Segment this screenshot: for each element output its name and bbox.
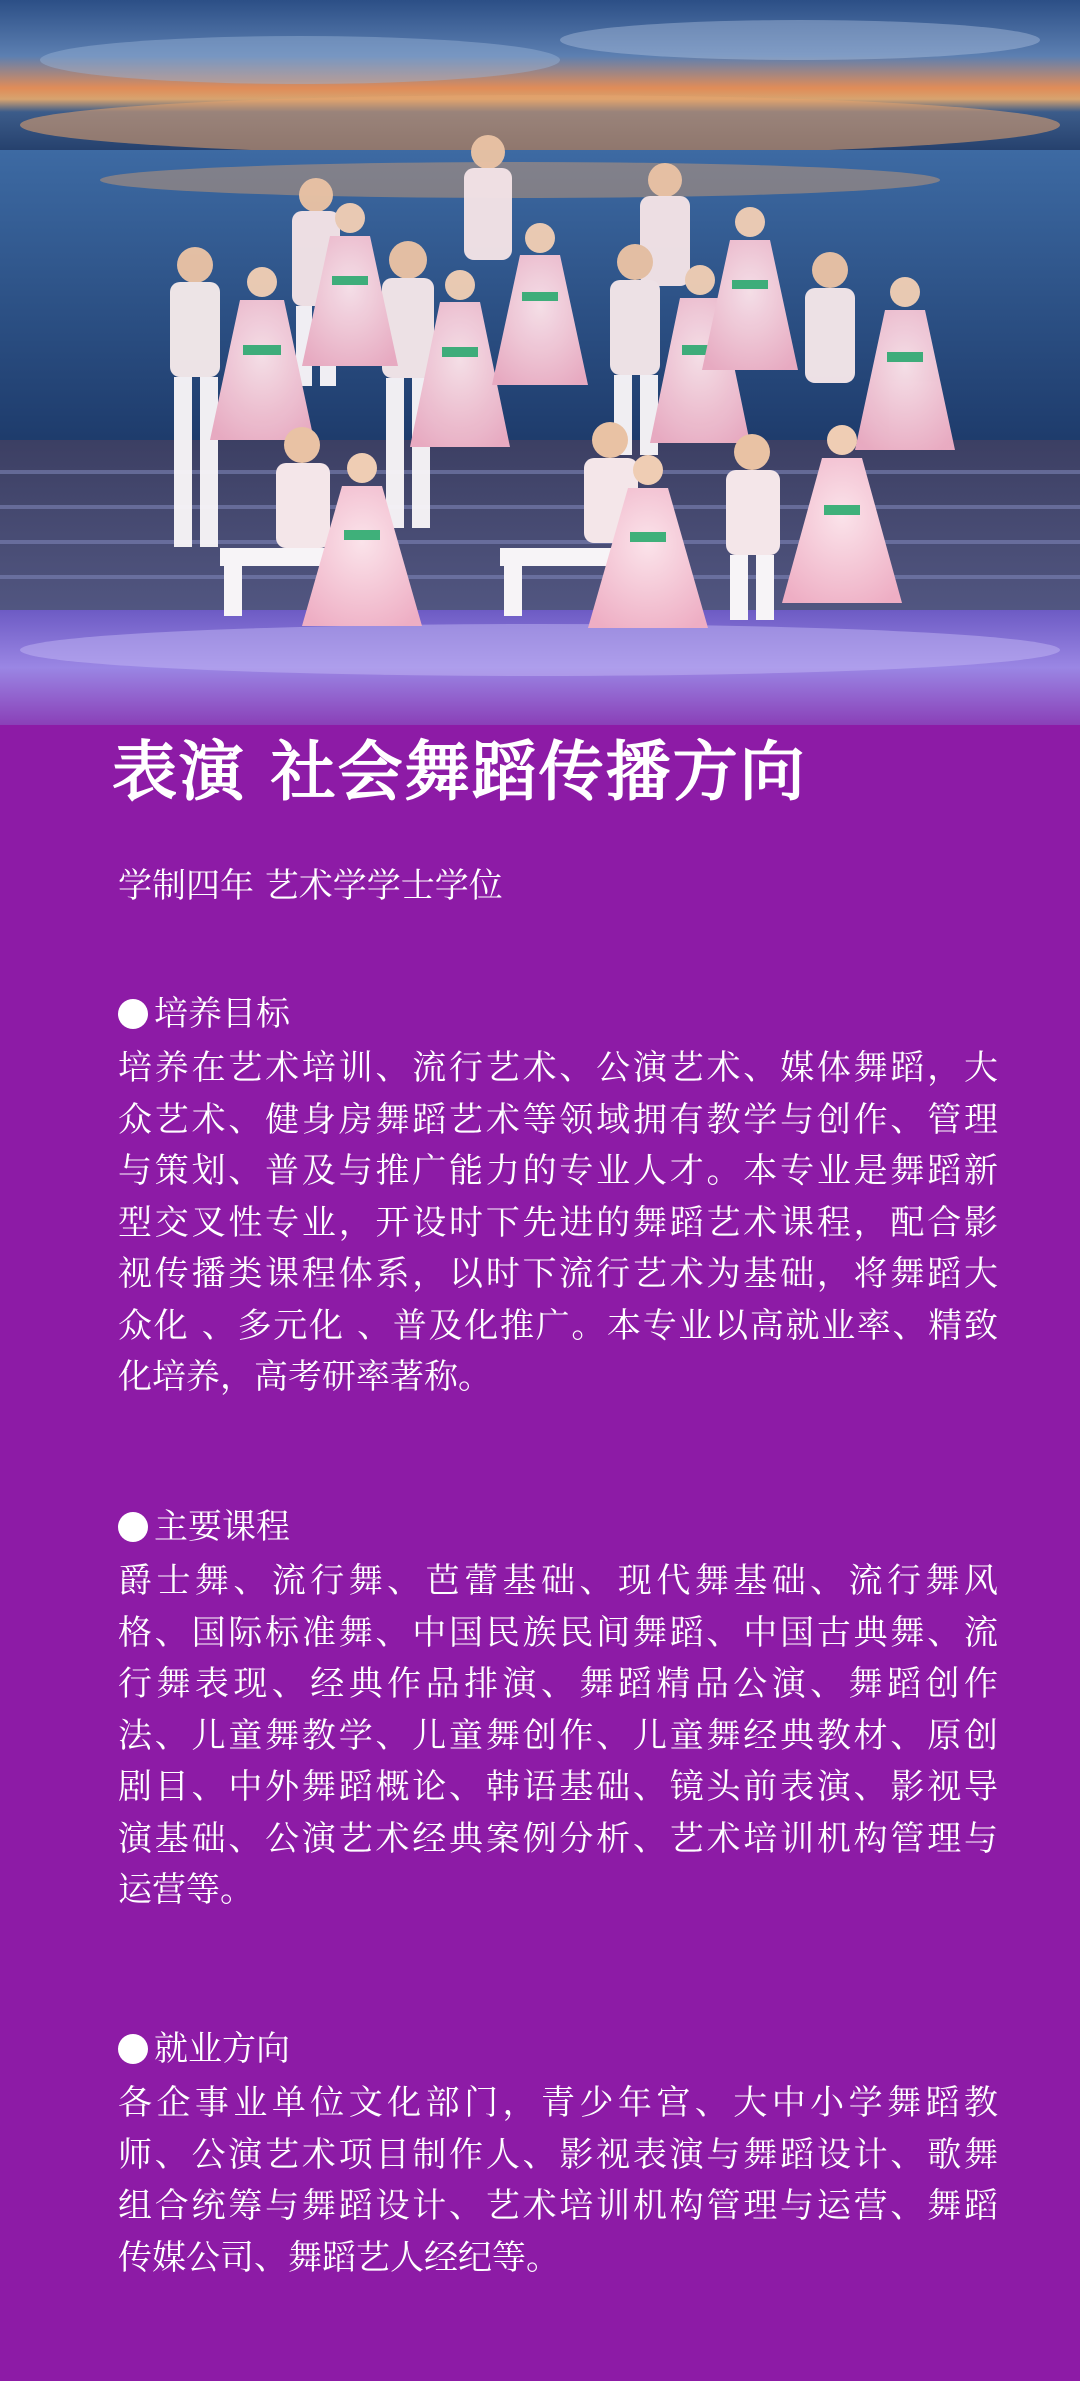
- section-heading: [118, 988, 998, 1040]
- body-line: 师、公演艺术项目制作人、影视表演与舞蹈设计、歌舞: [118, 2134, 998, 2175]
- section-main-courses: [118, 1501, 998, 1917]
- section-body: [118, 1043, 998, 1404]
- bullet-icon: [118, 2034, 148, 2064]
- body-line: 爵士舞、流行舞、芭蕾基础、现代舞基础、流行舞风: [118, 1561, 998, 1601]
- body-line: 众化 、多元化 、普及化推广。本专业以高就业率、精致: [118, 1305, 998, 1346]
- section-body: [118, 1556, 998, 1917]
- body-line: 组合统筹与舞蹈设计、艺术培训机构管理与运营、舞蹈: [118, 2186, 998, 2226]
- section-training-goals: [118, 988, 998, 1404]
- body-line: 传媒公司、舞蹈艺人经纪等。: [118, 2237, 560, 2278]
- body-line: 行舞表现、经典作品排演、舞蹈精品公演、舞蹈创作: [118, 1664, 998, 1704]
- section-heading-label: 就业方向: [154, 2029, 290, 2069]
- page-title: 表演 社会舞蹈传播方向: [112, 735, 807, 810]
- bullet-icon: [118, 999, 148, 1029]
- body-line: 法、儿童舞教学、儿童舞创作、儿童舞经典教材、原创: [118, 1715, 998, 1756]
- degree-subtitle: 学制四年 艺术学学士学位: [118, 866, 503, 906]
- section-heading-label: 培养目标: [154, 994, 290, 1034]
- hero-stage-photo: [0, 0, 1080, 725]
- section-heading: [118, 1501, 998, 1553]
- body-line: 演基础、公演艺术经典案例分析、艺术培训机构管理与: [118, 1818, 998, 1859]
- section-body: [118, 2078, 998, 2284]
- section-heading: [118, 2023, 998, 2075]
- body-line: 培养在艺术培训、流行艺术、公演艺术、媒体舞蹈，大: [118, 1048, 998, 1088]
- bullet-icon: [118, 1512, 148, 1542]
- body-line: 众艺术、健身房舞蹈艺术等领域拥有教学与创作、管理: [118, 1099, 998, 1140]
- body-line: 视传播类课程体系，以时下流行艺术为基础，将舞蹈大: [118, 1254, 998, 1294]
- body-line: 与策划、普及与推广能力的专业人才。本专业是舞蹈新: [118, 1151, 998, 1191]
- body-line: 各企事业单位文化部门，青少年宫、大中小学舞蹈教: [118, 2083, 998, 2123]
- section-heading-label: 主要课程: [154, 1507, 290, 1547]
- body-line: 运营等。: [118, 1870, 254, 1910]
- section-career-direction: [118, 2023, 998, 2284]
- body-line: 型交叉性专业，开设时下先进的舞蹈艺术课程，配合影: [118, 1202, 998, 1243]
- body-line: 化培养，高考研率著称。: [118, 1357, 492, 1397]
- body-line: 剧目、中外舞蹈概论、韩语基础、镜头前表演、影视导: [118, 1767, 998, 1807]
- body-line: 格、国际标准舞、中国民族民间舞蹈、中国古典舞、流: [118, 1612, 998, 1653]
